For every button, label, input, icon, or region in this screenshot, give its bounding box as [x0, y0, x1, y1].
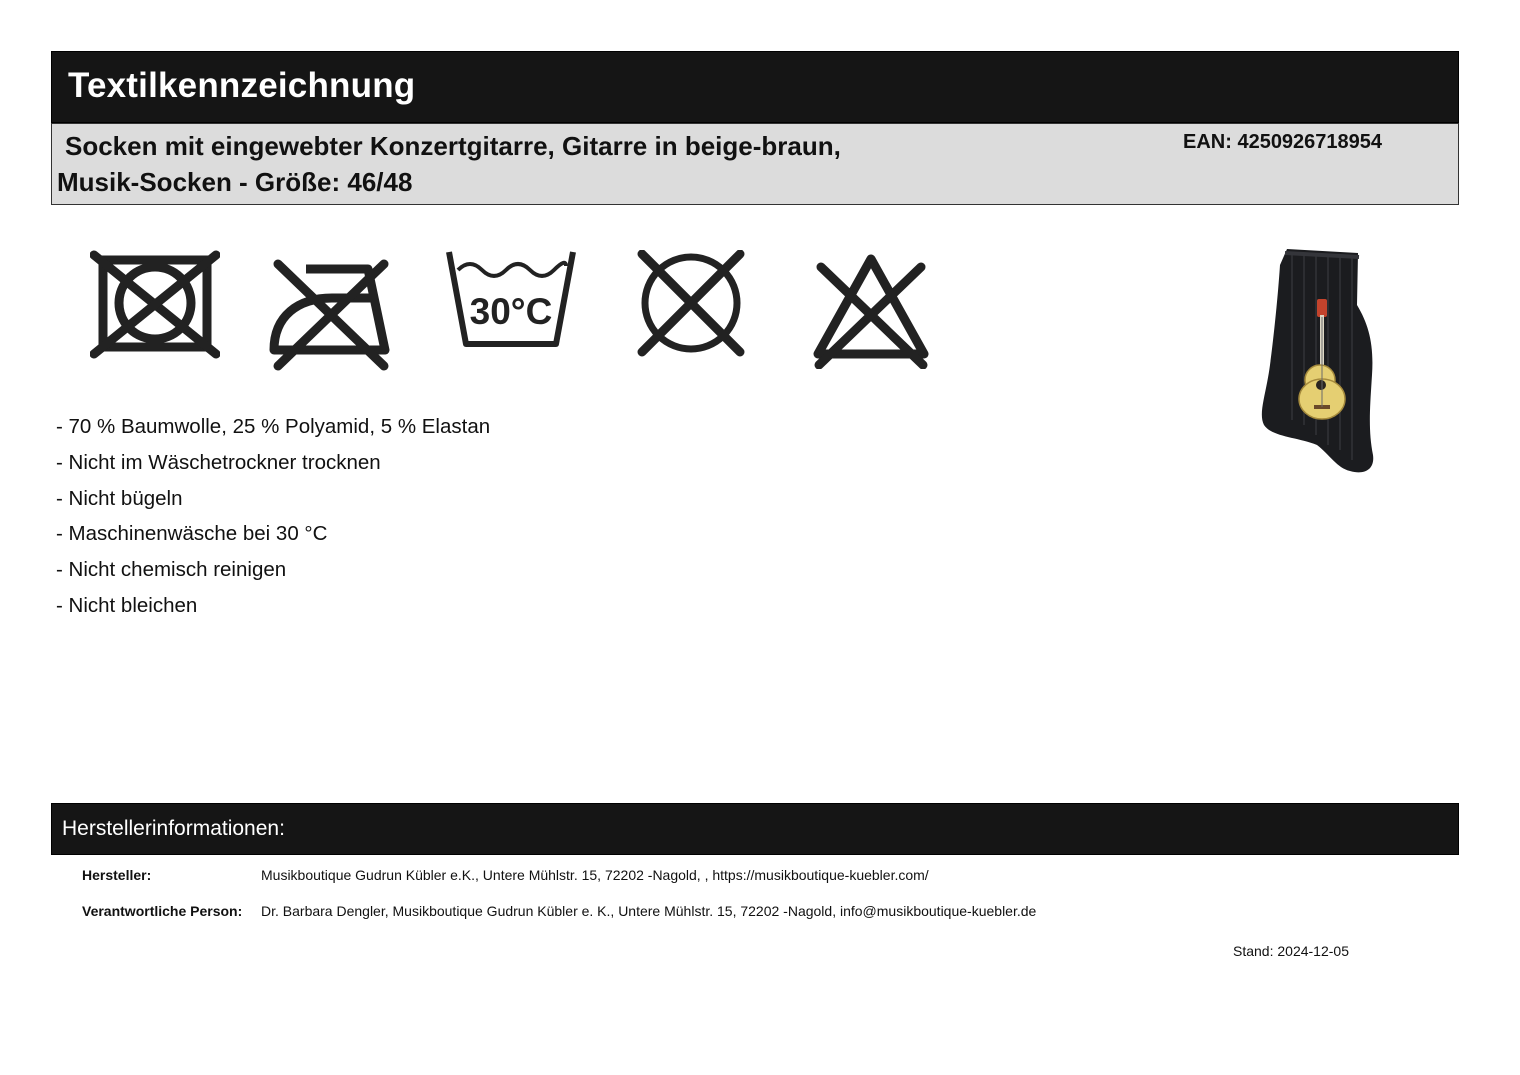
product-bar [51, 123, 1459, 205]
wash-temperature-label: 30°C [469, 291, 553, 332]
care-instructions-list [56, 412, 490, 627]
product-name-line1: Socken mit eingewebter Konzertgitarre, Gitarre in beige-braun, [65, 131, 841, 161]
list-item: - Maschinenwäsche bei 30 °C [56, 522, 328, 546]
ean-code: EAN: 4250926718954 [1183, 131, 1383, 153]
list-item: - Nicht bügeln [56, 486, 183, 510]
guitar-sock-image [1252, 245, 1382, 477]
no-dry-clean-icon [636, 250, 746, 358]
manufacturer-title: Herstellerinformationen: [62, 817, 285, 840]
responsible-person-label: Verantwortliche Person: [82, 903, 243, 919]
no-tumble-dry-icon [90, 250, 220, 360]
stand-date: Stand: 2024-12-05 [1233, 943, 1349, 959]
list-item: - 70 % Baumwolle, 25 % Polyamid, 5 % Elastan [56, 415, 491, 438]
product-name-line2: Musik-Socken - Größe: 46/48 [57, 167, 413, 197]
no-iron-icon [268, 258, 396, 372]
no-bleach-icon [811, 253, 931, 369]
responsible-person-value: Dr. Barbara Dengler, Musikboutique Gudrun Kübler e. K., Untere Mühlstr. 15, 72202 -Nagold, info@musikboutique-kuebler.de [261, 903, 1037, 919]
machine-wash-30-icon [444, 248, 578, 350]
list-item: - Nicht bleichen [56, 593, 198, 617]
page-title: Textilkennzeichnung [68, 66, 416, 105]
manufacturer-value: Musikboutique Gudrun Kübler e.K., Untere Mühlstr. 15, 72202 -Nagold, , https://musikboutique-kuebler.com/ [261, 867, 929, 883]
title-bar [51, 51, 1459, 123]
list-item: - Nicht im Wäschetrockner trocknen [56, 450, 381, 474]
manufacturer-label: Hersteller: [82, 867, 152, 883]
manufacturer-header [51, 803, 1459, 855]
list-item: - Nicht chemisch reinigen [56, 558, 287, 582]
